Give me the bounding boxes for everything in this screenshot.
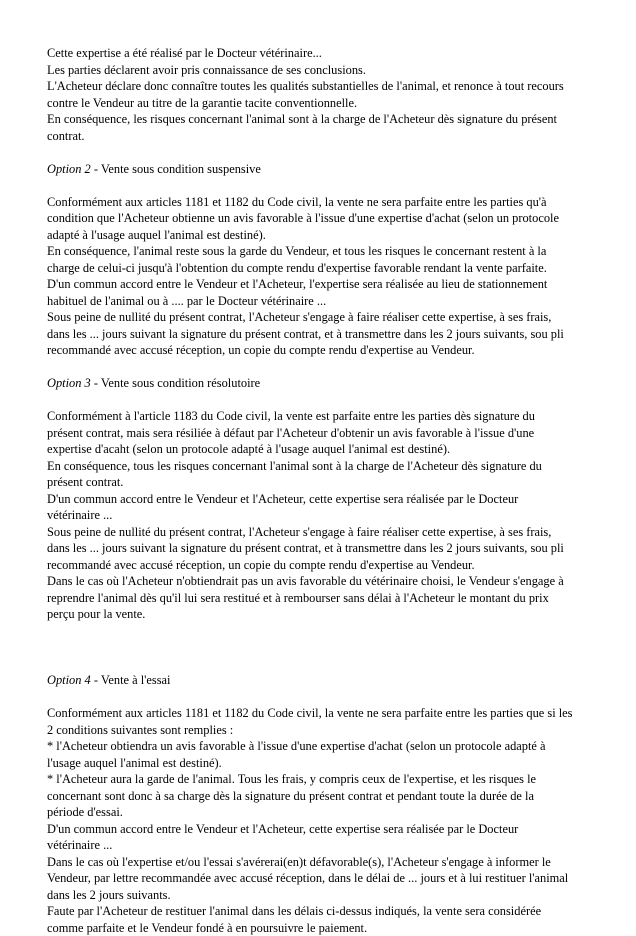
- text-line: Sous peine de nullité du présent contrat, l'Acheteur s'engage à faire réaliser cette expertise, à ses frais,: [47, 309, 606, 326]
- option-2-heading: [47, 161, 606, 178]
- text-line: Faute par l'Acheteur de restituer l'animal dans les délais ci-dessus indiqués, la vente sera considérée: [47, 903, 606, 920]
- text-line: perçu pour la vente.: [47, 606, 606, 623]
- option-4-heading: [47, 672, 606, 689]
- text-line: * l'Acheteur obtiendra un avis favorable à l'issue d'une expertise d'achat (selon un protocole adapté à: [47, 738, 606, 755]
- text-line: Dans le cas où l'Acheteur n'obtiendrait pas un avis favorable du vétérinaire choisi, le Vendeur s'engage à: [47, 573, 606, 590]
- text-line: Cette expertise a été réalisé par le Docteur vétérinaire...: [47, 45, 606, 62]
- text-line: présent contrat, mais sera résiliée à défaut par l'Acheteur d'obtenir un avis favorable à l'issue d'une: [47, 425, 606, 442]
- text-line: Conformément aux articles 1181 et 1182 du Code civil, la vente ne sera parfaite entre les parties que si les: [47, 705, 606, 722]
- intro-paragraph: [47, 45, 606, 144]
- text-line: vétérinaire ...: [47, 507, 606, 524]
- text-line: Vendeur, par lettre recommandée avec accusé réception, dans le délai de ... jours et à lui restituer l'animal: [47, 870, 606, 887]
- text-line: comme parfaite et le Vendeur fondé à en poursuivre le paiement.: [47, 920, 606, 936]
- option-4-label: Option 4: [47, 673, 91, 687]
- text-line: recommandé avec accusé réception, un copie du compte rendu d'expertise au Vendeur.: [47, 557, 606, 574]
- text-line: * l'Acheteur aura la garde de l'animal. Tous les frais, y compris ceux de l'expertise, et les risques le: [47, 771, 606, 788]
- text-line: L'Acheteur déclare donc connaître toutes les qualités substantielles de l'animal, et renonce à tout recours: [47, 78, 606, 95]
- text-line: contre le Vendeur au titre de la garantie tacite conventionnelle.: [47, 95, 606, 112]
- text-line: charge de celui-ci jusqu'à l'obtention du compte rendu d'expertise favorable rendant la vente parfaite.: [47, 260, 606, 277]
- text-line: période d'essai.: [47, 804, 606, 821]
- text-line: dans les ... jours suivant la signature du présent contrat, et à transmettre dans les 2 jours suivants, sou pli: [47, 540, 606, 557]
- option-3-body: [47, 408, 606, 623]
- text-line: expertise d'acaht (selon un protocole adapté à l'usage auquel l'animal est destiné).: [47, 441, 606, 458]
- option-4-title: - Vente à l'essai: [91, 673, 171, 687]
- text-line: vétérinaire ...: [47, 837, 606, 854]
- text-line: En conséquence, l'animal reste sous la garde du Vendeur, et tous les risques le concernant restent à la: [47, 243, 606, 260]
- text-line: D'un commun accord entre le Vendeur et l'Acheteur, l'expertise sera réalisée au lieu de stationnement: [47, 276, 606, 293]
- text-line: contrat.: [47, 128, 606, 145]
- text-line: concernant sont donc à sa charge dès la signature du présent contrat et pendant toute la durée de la: [47, 788, 606, 805]
- option-4-body: [47, 705, 606, 936]
- text-line: En conséquence, les risques concernant l'animal sont à la charge de l'Acheteur dès signature du présent: [47, 111, 606, 128]
- text-line: Les parties déclarent avoir pris connaissance de ses conclusions.: [47, 62, 606, 79]
- text-line: adapté à l'usage auquel l'animal est destiné).: [47, 227, 606, 244]
- text-line: Conformément à l'article 1183 du Code civil, la vente est parfaite entre les parties dès signature du: [47, 408, 606, 425]
- option-2-title: - Vente sous condition suspensive: [91, 162, 261, 176]
- text-line: l'usage auquel l'animal est destiné).: [47, 755, 606, 772]
- text-line: En conséquence, tous les risques concernant l'animal sont à la charge de l'Acheteur dès signature du: [47, 458, 606, 475]
- text-line: dans les 2 jours suivants.: [47, 887, 606, 904]
- text-line: D'un commun accord entre le Vendeur et l'Acheteur, cette expertise sera réalisée par le Docteur: [47, 821, 606, 838]
- text-line: reprendre l'animal dès qu'il lui sera restitué et à rembourser sans délai à l'Acheteur le montant du prix: [47, 590, 606, 607]
- text-line: Sous peine de nullité du présent contrat, l'Acheteur s'engage à faire réaliser cette expertise, à ses frais,: [47, 524, 606, 541]
- option-3-heading: [47, 375, 606, 392]
- text-line: Dans le cas où l'expertise et/ou l'essai s'avérerai(en)t défavorable(s), l'Acheteur s'engage à informer le: [47, 854, 606, 871]
- text-line: Conformément aux articles 1181 et 1182 du Code civil, la vente ne sera parfaite entre les parties qu'à: [47, 194, 606, 211]
- option-2-label: Option 2: [47, 162, 91, 176]
- text-line: dans les ... jours suivant la signature du présent contrat, et à transmettre dans les 2 jours suivants, sou pli: [47, 326, 606, 343]
- text-line: condition que l'Acheteur obtienne un avis favorable à l'issue d'une expertise d'achat (selon un protocole: [47, 210, 606, 227]
- option-3-title: - Vente sous condition résolutoire: [91, 376, 260, 390]
- option-2-body: [47, 194, 606, 359]
- text-line: présent contrat.: [47, 474, 606, 491]
- text-line: habituel de l'animal ou à .... par le Docteur vétérinaire ...: [47, 293, 606, 310]
- text-line: D'un commun accord entre le Vendeur et l'Acheteur, cette expertise sera réalisée par le Docteur: [47, 491, 606, 508]
- option-3-label: Option 3: [47, 376, 91, 390]
- text-line: recommandé avec accusé réception, un copie du compte rendu d'expertise au Vendeur.: [47, 342, 606, 359]
- text-line: 2 conditions suivantes sont remplies :: [47, 722, 606, 739]
